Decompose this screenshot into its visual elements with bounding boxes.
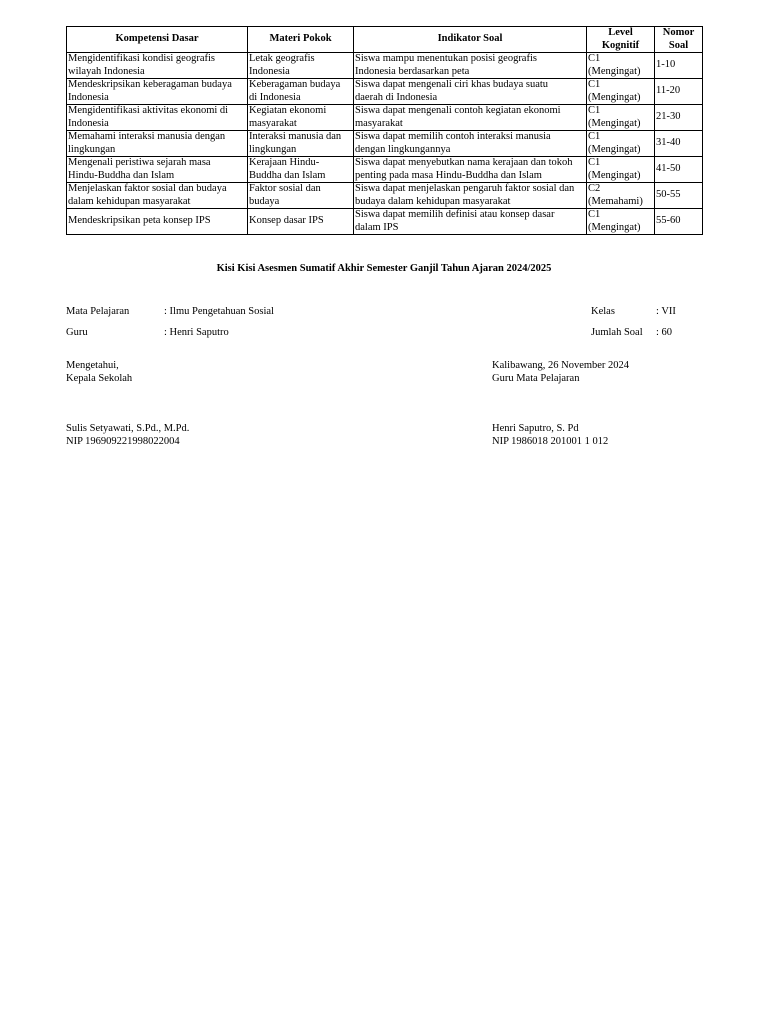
cell-indikator-soal bbox=[354, 209, 587, 235]
cell-kompetensi-dasar-line: Mendeskripsikan keberagaman budaya bbox=[68, 79, 232, 90]
cell-nomor-soal: 50-55 bbox=[655, 183, 703, 209]
header-nomor-line1: Nomor bbox=[662, 27, 695, 38]
cell-level-kognitif bbox=[587, 157, 655, 183]
cell-indikator-soal-line: Siswa dapat memilih contoh interaksi manusia bbox=[355, 131, 551, 142]
cell-indikator-soal-line: Siswa dapat menyebutkan nama kerajaan dan tokoh bbox=[355, 157, 573, 168]
cell-materi-pokok-line: Keberagaman budaya bbox=[249, 79, 341, 90]
cell-level-kognitif-line: C1 bbox=[588, 131, 601, 142]
cell-materi-pokok bbox=[248, 53, 354, 79]
cell-level-kognitif-line: (Mengingat) bbox=[588, 65, 641, 77]
jumlah-soal-label: Jumlah Soal bbox=[591, 327, 643, 338]
cell-level-kognitif bbox=[587, 131, 655, 157]
table-row bbox=[67, 209, 703, 235]
cell-level-kognitif-line: (Mengingat) bbox=[588, 143, 641, 155]
cell-level-kognitif-line: C1 bbox=[588, 53, 601, 64]
header-level-kognitif bbox=[587, 27, 655, 53]
cell-kompetensi-dasar-line: wilayah Indonesia bbox=[68, 65, 145, 77]
guru-label: Guru bbox=[66, 327, 88, 338]
cell-level-kognitif-line: (Mengingat) bbox=[588, 117, 641, 129]
cell-level-kognitif-line: (Mengingat) bbox=[588, 221, 641, 233]
cell-materi-pokok-line: Letak geografis bbox=[249, 53, 315, 64]
cell-indikator-soal-line: Siswa dapat mengenali ciri khas budaya suatu bbox=[355, 79, 549, 90]
cell-indikator-soal-line: masyarakat bbox=[355, 117, 403, 129]
cell-kompetensi-dasar-line: Indonesia bbox=[68, 117, 109, 129]
cell-materi-pokok-line: Konsep dasar IPS bbox=[249, 215, 324, 227]
cell-indikator-soal-line: dalam IPS bbox=[355, 221, 399, 233]
cell-nomor-soal: 21-30 bbox=[655, 105, 703, 131]
cell-materi-pokok bbox=[248, 131, 354, 157]
cell-kompetensi-dasar-line: Hindu-Buddha dan Islam bbox=[68, 169, 175, 181]
guru-nip: NIP 1986018 201001 1 012 bbox=[492, 436, 609, 447]
cell-nomor-soal: 11-20 bbox=[655, 79, 703, 105]
table-row bbox=[67, 157, 703, 183]
cell-kompetensi-dasar-line: Menjelaskan faktor sosial dan budaya bbox=[68, 183, 227, 194]
cell-materi-pokok-line: Kegiatan ekonomi bbox=[249, 105, 327, 116]
cell-level-kognitif-line: C1 bbox=[588, 105, 601, 116]
cell-nomor-soal: 41-50 bbox=[655, 157, 703, 183]
cell-indikator-soal bbox=[354, 183, 587, 209]
document-title: Kisi Kisi Asesmen Sumatif Akhir Semester Ganjil Tahun Ajaran 2024/2025 bbox=[216, 263, 552, 274]
cell-level-kognitif-line: C2 bbox=[588, 183, 601, 194]
table-row bbox=[67, 183, 703, 209]
cell-indikator-soal-line: penting pada masa Hindu-Buddha dan Islam bbox=[355, 169, 542, 181]
cell-kompetensi-dasar bbox=[67, 53, 248, 79]
cell-kompetensi-dasar-line: Mengidentifikasi kondisi geografis bbox=[68, 53, 215, 64]
cell-indikator-soal-line: daerah di Indonesia bbox=[355, 91, 438, 103]
cell-materi-pokok bbox=[248, 79, 354, 105]
cell-level-kognitif-line: (Mengingat) bbox=[588, 91, 641, 103]
place-date-text: Kalibawang, 26 November 2024 bbox=[492, 360, 630, 371]
header-level-line2: Kognitif bbox=[601, 39, 640, 51]
cell-level-kognitif bbox=[587, 183, 655, 209]
cell-nomor-soal: 31-40 bbox=[655, 131, 703, 157]
cell-indikator-soal-line: Siswa dapat memilih definisi atau konsep dasar bbox=[355, 209, 555, 220]
cell-indikator-soal-line: budaya dalam kehidupan masyarakat bbox=[355, 195, 511, 207]
cell-kompetensi-dasar bbox=[67, 183, 248, 209]
cell-level-kognitif bbox=[587, 209, 655, 235]
cell-kompetensi-dasar-line: lingkungan bbox=[68, 143, 116, 155]
cell-level-kognitif bbox=[587, 105, 655, 131]
cell-materi-pokok-line: Faktor sosial dan bbox=[249, 183, 321, 194]
cell-kompetensi-dasar-line: Mengidentifikasi aktivitas ekonomi di bbox=[68, 105, 229, 116]
kisi-kisi-table bbox=[66, 26, 703, 235]
cell-kompetensi-dasar bbox=[67, 209, 248, 235]
cell-level-kognitif-line: C1 bbox=[588, 79, 601, 90]
kepala-sekolah-name: Sulis Setyawati, S.Pd., M.Pd. bbox=[66, 423, 190, 434]
cell-materi-pokok bbox=[248, 157, 354, 183]
cell-indikator-soal bbox=[354, 53, 587, 79]
header-indikator-soal: Indikator Soal bbox=[354, 27, 587, 53]
header-materi-pokok: Materi Pokok bbox=[248, 27, 354, 53]
mata-pelajaran-label: Mata Pelajaran bbox=[66, 306, 130, 317]
cell-materi-pokok-line: budaya bbox=[249, 195, 280, 207]
cell-materi-pokok bbox=[248, 183, 354, 209]
mata-pelajaran-value: : Ilmu Pengetahuan Sosial bbox=[164, 306, 274, 317]
cell-indikator-soal bbox=[354, 105, 587, 131]
cell-level-kognitif-line: C1 bbox=[588, 209, 601, 220]
cell-kompetensi-dasar bbox=[67, 105, 248, 131]
cell-kompetensi-dasar-line: dalam kehidupan masyarakat bbox=[68, 195, 191, 207]
cell-materi-pokok-line: masyarakat bbox=[249, 117, 297, 129]
cell-materi-pokok bbox=[248, 209, 354, 235]
cell-level-kognitif bbox=[587, 53, 655, 79]
cell-level-kognitif bbox=[587, 79, 655, 105]
cell-kompetensi-dasar-line: Indonesia bbox=[68, 91, 109, 103]
kelas-value: : VII bbox=[656, 306, 676, 317]
cell-kompetensi-dasar bbox=[67, 79, 248, 105]
table-row bbox=[67, 79, 703, 105]
header-nomor-line2: Soal bbox=[668, 39, 689, 51]
cell-indikator-soal-line: Indonesia berdasarkan peta bbox=[355, 65, 470, 77]
guru-name: Henri Saputro, S. Pd bbox=[492, 423, 579, 434]
cell-materi-pokok-line: Indonesia bbox=[249, 65, 290, 77]
cell-materi-pokok bbox=[248, 105, 354, 131]
cell-indikator-soal-line: Siswa dapat mengenali contoh kegiatan ekonomi bbox=[355, 105, 561, 116]
cell-level-kognitif-line: (Memahami) bbox=[588, 195, 643, 207]
cell-kompetensi-dasar-line: Mendeskripsikan peta konsep IPS bbox=[68, 215, 211, 227]
guru-mapel-text: Guru Mata Pelajaran bbox=[492, 373, 580, 384]
cell-materi-pokok-line: di Indonesia bbox=[249, 91, 301, 103]
kelas-label: Kelas bbox=[591, 306, 615, 317]
cell-indikator-soal-line: Siswa dapat menjelaskan pengaruh faktor sosial dan bbox=[355, 183, 575, 194]
cell-kompetensi-dasar-line: Mengenali peristiwa sejarah masa bbox=[68, 157, 211, 168]
kepala-sekolah-text: Kepala Sekolah bbox=[66, 373, 133, 384]
kepala-sekolah-nip: NIP 196909221998022004 bbox=[66, 436, 180, 447]
header-nomor-soal bbox=[655, 27, 703, 53]
mengetahui-text: Mengetahui, bbox=[66, 360, 119, 371]
table-row bbox=[67, 53, 703, 79]
cell-indikator-soal-line: Siswa mampu menentukan posisi geografis bbox=[355, 53, 537, 64]
cell-materi-pokok-line: lingkungan bbox=[249, 143, 297, 155]
cell-indikator-soal bbox=[354, 131, 587, 157]
table-row bbox=[67, 105, 703, 131]
cell-level-kognitif-line: C1 bbox=[588, 157, 601, 168]
cell-kompetensi-dasar bbox=[67, 131, 248, 157]
cell-indikator-soal-line: dengan lingkungannya bbox=[355, 143, 451, 155]
header-kompetensi-dasar: Kompetensi Dasar bbox=[67, 27, 248, 53]
jumlah-soal-value: : 60 bbox=[656, 327, 673, 338]
cell-kompetensi-dasar bbox=[67, 157, 248, 183]
table-header-row bbox=[67, 27, 703, 53]
cell-indikator-soal bbox=[354, 157, 587, 183]
table-body bbox=[67, 53, 703, 235]
table-row bbox=[67, 131, 703, 157]
cell-materi-pokok-line: Kerajaan Hindu- bbox=[249, 157, 320, 168]
guru-value: : Henri Saputro bbox=[164, 327, 229, 338]
cell-kompetensi-dasar-line: Memahami interaksi manusia dengan bbox=[68, 131, 226, 142]
cell-materi-pokok-line: Interaksi manusia dan bbox=[249, 131, 342, 142]
cell-level-kognitif-line: (Mengingat) bbox=[588, 169, 641, 181]
cell-nomor-soal: 55-60 bbox=[655, 209, 703, 235]
cell-nomor-soal: 1-10 bbox=[655, 53, 703, 79]
cell-materi-pokok-line: Buddha dan Islam bbox=[249, 169, 326, 181]
cell-indikator-soal bbox=[354, 79, 587, 105]
header-level-line1: Level bbox=[608, 27, 633, 38]
